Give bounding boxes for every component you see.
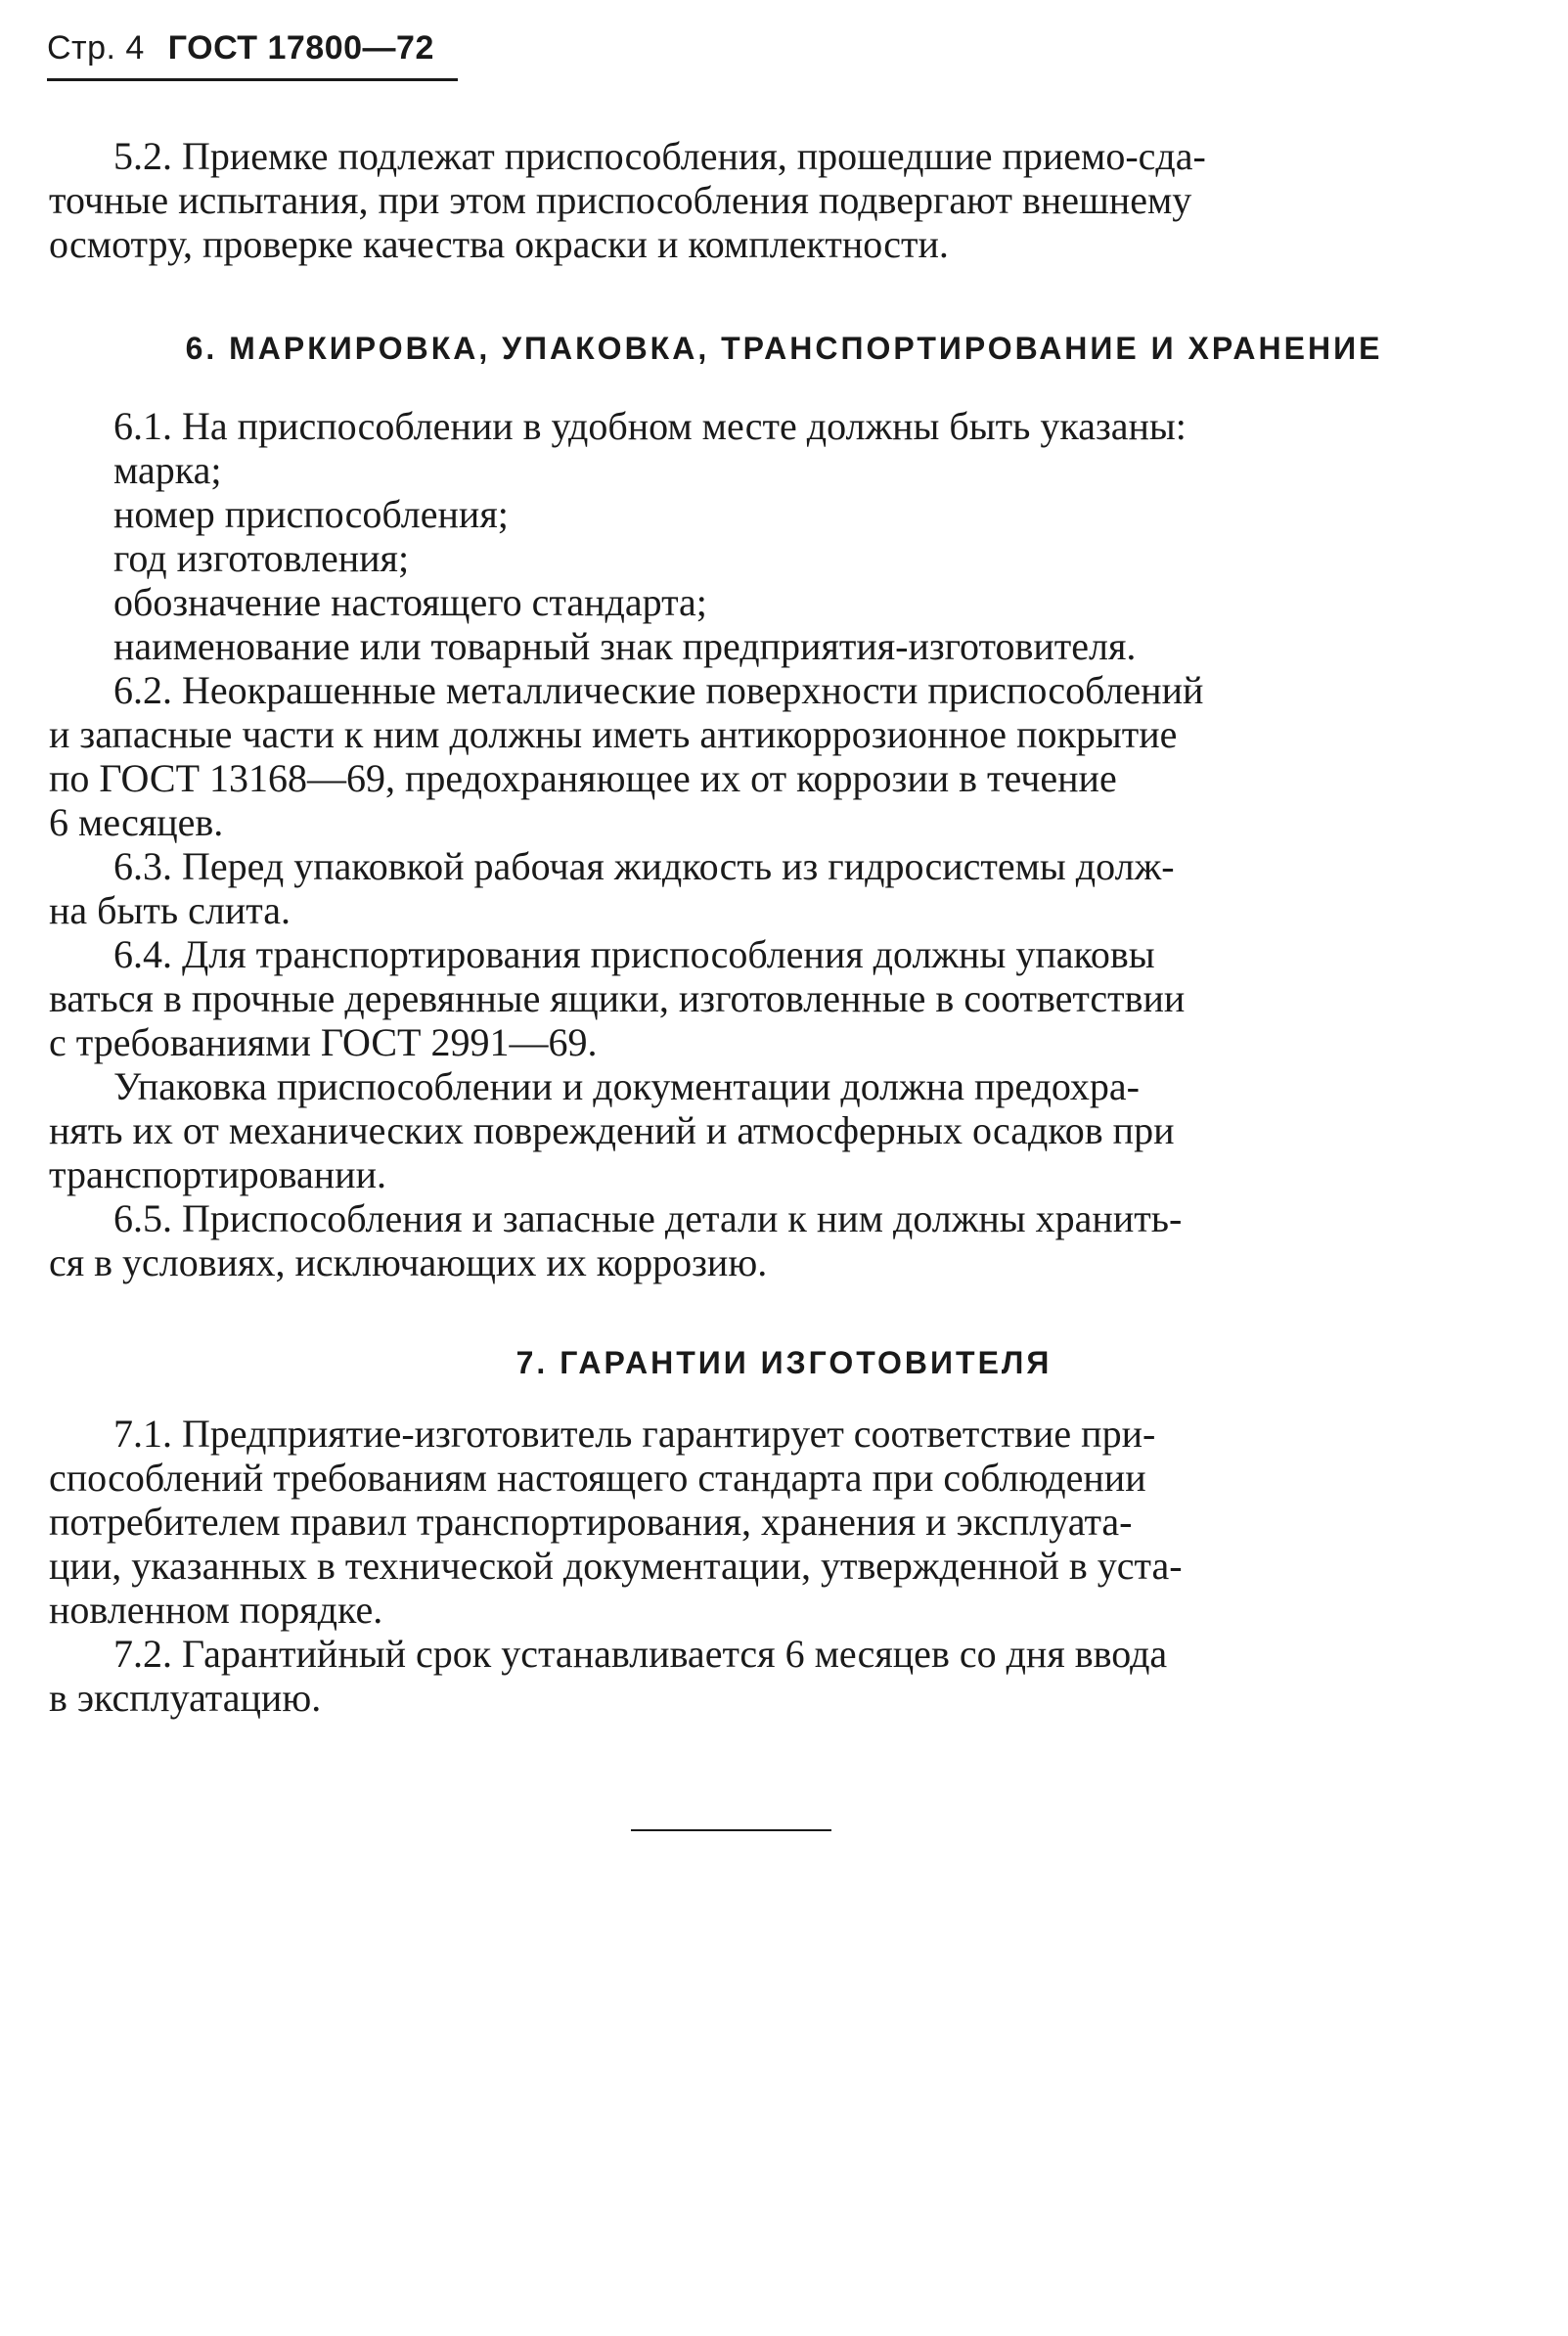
page-number: Стр. 4	[47, 29, 145, 67]
paragraph-6-4	[49, 932, 1409, 1064]
text-line: 7.1. Предприятие-изготовитель гарантирует соответствие при-	[113, 1412, 1156, 1456]
paragraph-7-1	[49, 1412, 1409, 1632]
text-line: потребителем правил транспортирования, хранения и эксплуата-	[49, 1500, 1133, 1544]
text-line: 6.3. Перед упаковкой рабочая жидкость из гидросистемы долж-	[113, 844, 1175, 888]
text-line: транспортировании.	[49, 1152, 386, 1196]
text-line: точные испытания, при этом приспособления подвергают внешнему	[49, 178, 1192, 222]
text-line: ваться в прочные деревянные ящики, изготовленные в соответствии	[49, 976, 1186, 1020]
text-line: по ГОСТ 13168—69, предохраняющее их от коррозии в течение	[49, 756, 1117, 800]
text-line: 6.4. Для транспортирования приспособления должны упаковы	[113, 932, 1155, 976]
text-line: 5.2. Приемке подлежат приспособления, прошедшие приемо-сда-	[113, 134, 1206, 178]
text-line: в эксплуатацию.	[49, 1676, 322, 1720]
paragraph-6-1	[49, 404, 1409, 668]
text-line: 6.1. На приспособлении в удобном месте должны быть указаны:	[113, 404, 1187, 448]
paragraph-5-2	[49, 134, 1409, 266]
section-6-title: 6. МАРКИРОВКА, УПАКОВКА, ТРАНСПОРТИРОВАНИЕ И ХРАНЕНИЕ	[185, 331, 1383, 366]
paragraph-6-4-packing	[49, 1064, 1409, 1196]
list-item: номер приспособления;	[113, 492, 509, 536]
text-line: ся в условиях, исключающих их коррозию.	[49, 1240, 768, 1284]
text-line: 6.5. Приспособления и запасные детали к ним должны хранить-	[113, 1196, 1183, 1240]
list-item: наименование или товарный знак предприятия-изготовителя.	[113, 624, 1137, 668]
text-line: 6 месяцев.	[49, 800, 224, 844]
paragraph-7-2	[49, 1632, 1409, 1720]
text-line: нять их от механических повреждений и атмосферных осадков при	[49, 1108, 1175, 1152]
list-item: год изготовления;	[113, 536, 410, 580]
text-line: новленном порядке.	[49, 1588, 383, 1632]
text-line: с требованиями ГОСТ 2991—69.	[49, 1020, 598, 1064]
paragraph-6-2	[49, 668, 1409, 844]
text-line: ции, указанных в технической документации, утвержденной в уста-	[49, 1544, 1183, 1588]
list-item: марка;	[113, 448, 222, 492]
text-line: 6.2. Неокрашенные металлические поверхности приспособлений	[113, 668, 1204, 712]
text-line: осмотру, проверке качества окраски и комплектности.	[49, 222, 949, 266]
paragraph-6-3	[49, 844, 1409, 932]
list-item: обозначение настоящего стандарта;	[113, 580, 707, 624]
text-line: способлений требованиям настоящего стандарта при соблюдении	[49, 1456, 1146, 1500]
paragraph-6-5	[49, 1196, 1409, 1284]
text-line: Упаковка приспособлении и документации должна предохра-	[113, 1064, 1141, 1108]
standard-code: ГОСТ 17800—72	[167, 29, 434, 67]
end-rule	[631, 1829, 831, 1831]
page-header	[47, 29, 434, 67]
section-7-title: 7. ГАРАНТИИ ИЗГОТОВИТЕЛЯ	[515, 1345, 1053, 1380]
text-line: на быть слита.	[49, 888, 291, 932]
header-rule	[47, 78, 458, 81]
text-line: и запасные части к ним должны иметь антикоррозионное покрытие	[49, 712, 1178, 756]
text-line: 7.2. Гарантийный срок устанавливается 6 месяцев со дня ввода	[113, 1632, 1168, 1676]
